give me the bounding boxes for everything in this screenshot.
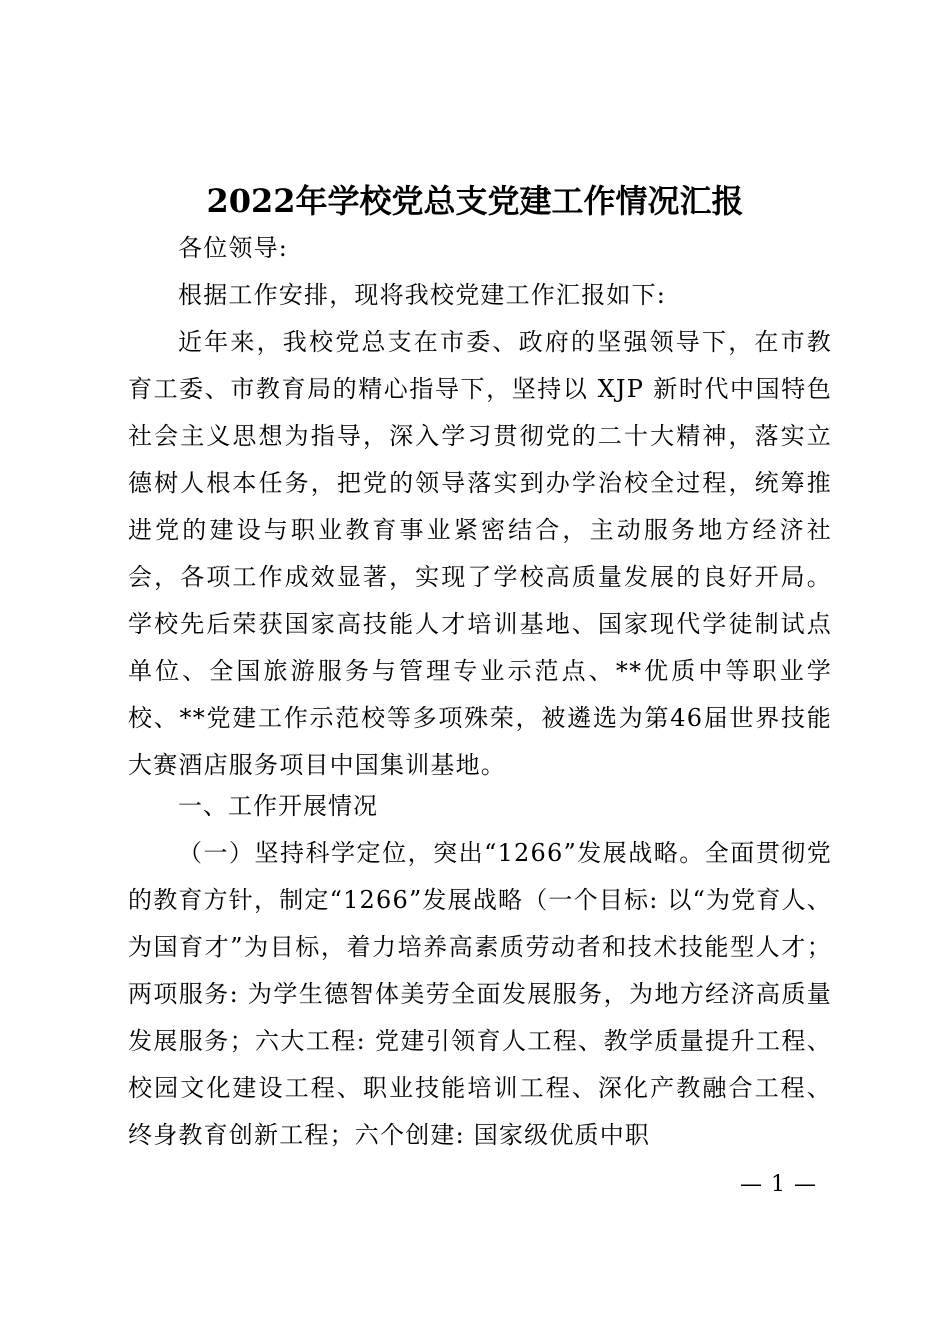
page-number: — 1 — [740, 1172, 817, 1197]
intro-paragraph: 根据工作安排，现将我校党建工作汇报如下: [178, 281, 667, 309]
paragraph-strategy: （一）坚持科学定位，突出“1266”发展战略。全面贯彻党的教育方针，制定“1266”发展战略（一个目标: 以“为党育人、为国育才”为目标，着力培养高素质劳动者和技术技能型人才；两项服务: 为学生德智体美劳全面发展服务，为地方经济高质量发展服务；六大工程: 党建引领育人工程、教学质量提升工程、校园文化建设工程、职业技能培训工程、深化产教融合工程、终身教育创新工程；六个创建: 国家级优质中职 [128, 839, 832, 1149]
greeting: 各位领导: [178, 234, 289, 262]
document-title: 2022年学校党总支党建工作情况汇报 [206, 182, 744, 220]
section-heading-work-progress: 一、工作开展情况 [178, 792, 378, 820]
paragraph-overview: 近年来，我校党总支在市委、政府的坚强领导下，在市教育工委、市教育局的精心指导下，坚持以 XJP 新时代中国特色社会主义思想为指导，深入学习贯彻党的二十大精神，落实立德树人根本任务，把党的领导落实到办学治校全过程，统筹推进党的建设与职业教育事业紧密结合，主动服务地方经济社会，各项工作成效显著，实现了学校高质量发展的良好开局。学校先后荣获国家高技能人才培训基地、国家现代学徒制试点单位、全国旅游服务与管理专业示范点、**优质中等职业学校、**党建工作示范校等多项殊荣，被遴选为第46届世界技能大赛酒店服务项目中国集训基地。 [128, 328, 832, 779]
